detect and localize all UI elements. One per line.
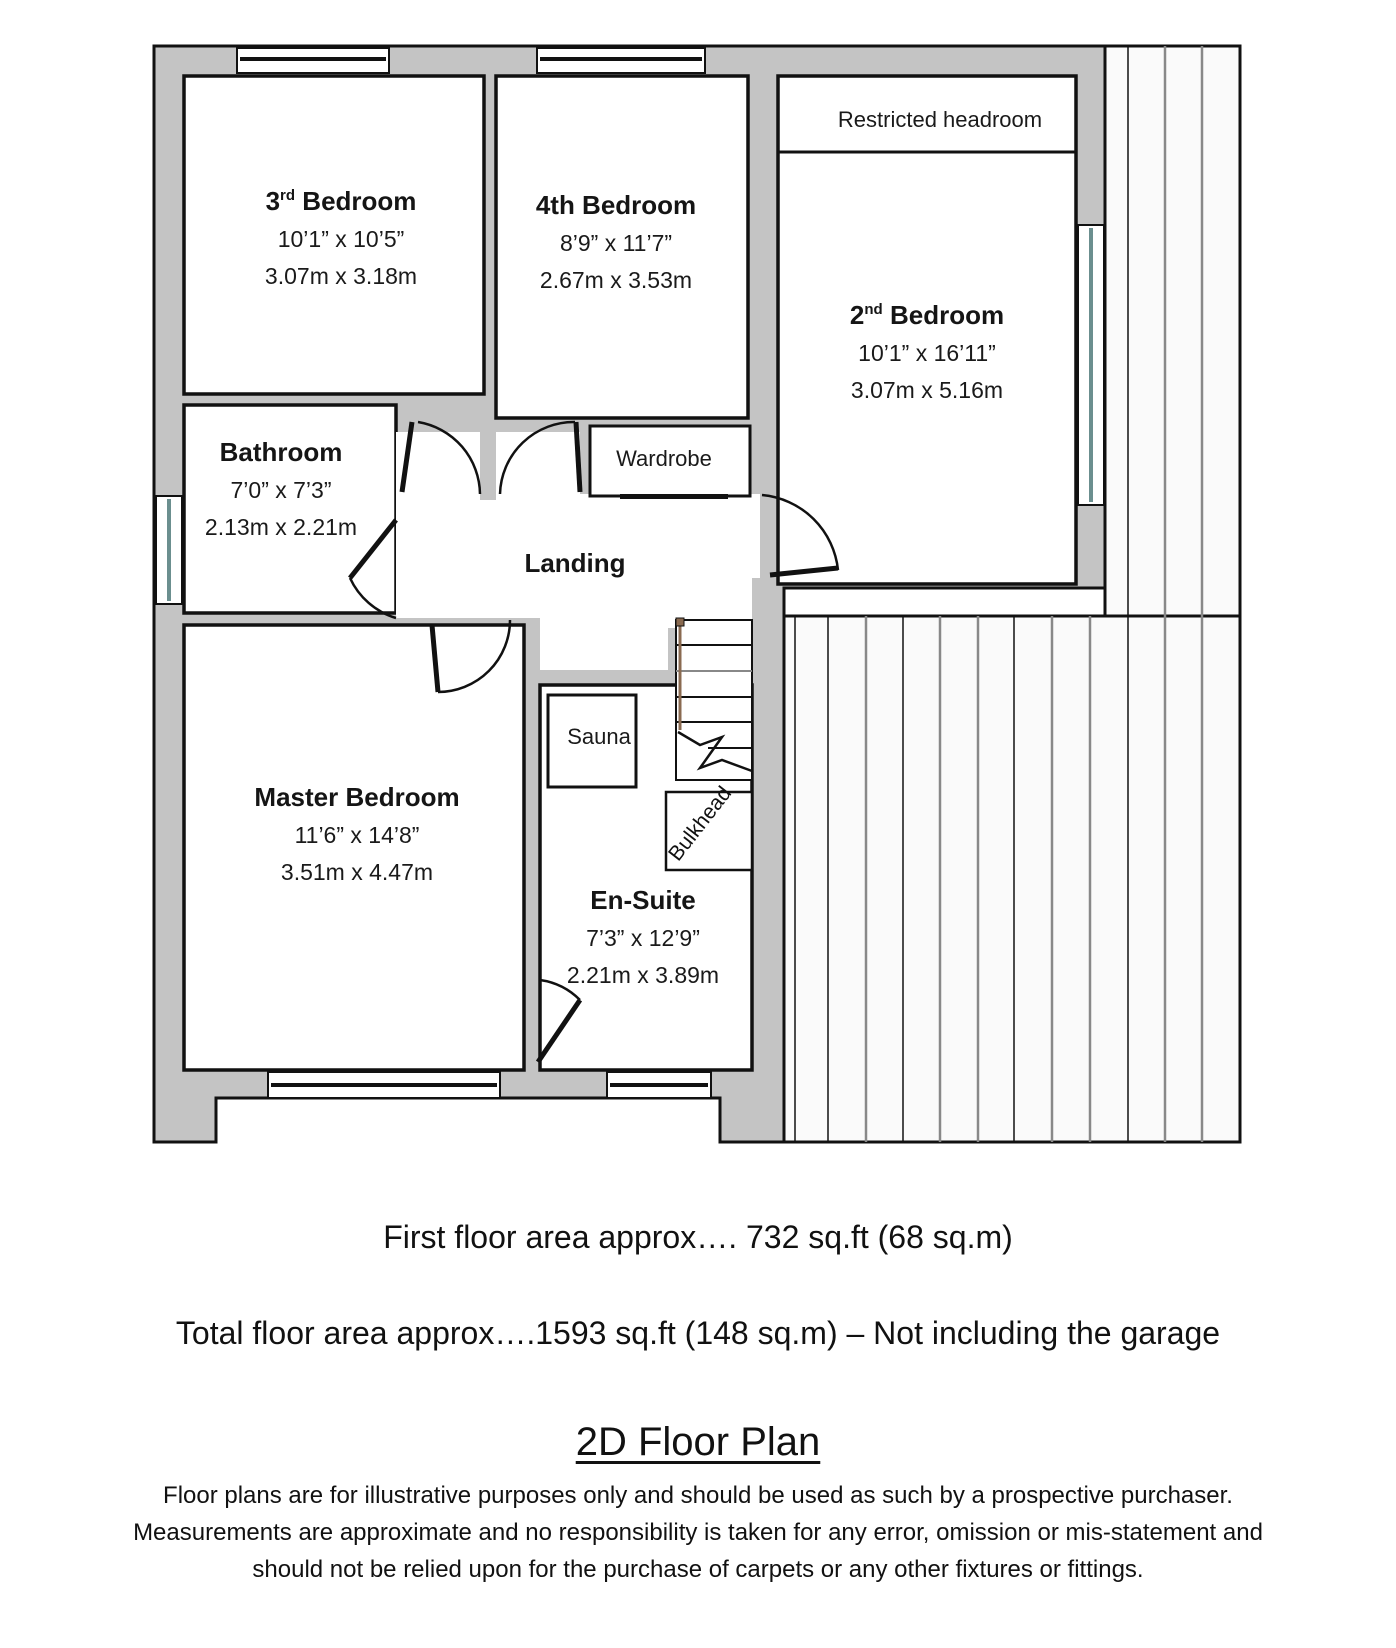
disclaimer xyxy=(0,1477,1396,1588)
total-floor-area: Total floor area approx….1593 sq.ft (148 sq.m) – Not including the garage xyxy=(175,1315,1221,1351)
room-name: Bathroom xyxy=(219,437,343,467)
restricted-headroom-label: Restricted headroom xyxy=(837,107,1043,132)
room-label-master xyxy=(254,784,459,884)
ordinal: 2 xyxy=(849,300,865,330)
room-label-bedroom2 xyxy=(850,302,1004,402)
room-dim-metric: 3.07m x 5.16m xyxy=(850,377,1004,403)
room-dim-metric: 3.07m x 3.18m xyxy=(264,263,418,289)
room-dim-imperial: 7’3” x 12’9” xyxy=(586,925,700,951)
room-dim-metric: 2.67m x 3.53m xyxy=(539,267,693,293)
room-dim-imperial: 10’1” x 10’5” xyxy=(277,226,405,252)
room-name: Landing xyxy=(524,548,626,578)
room-name: Bedroom xyxy=(889,300,1005,330)
room-label-bedroom4 xyxy=(536,192,696,292)
room-label-landing xyxy=(524,550,625,576)
room-dim-imperial: 11’6” x 14’8” xyxy=(294,822,420,848)
disclaimer-line: Floor plans are for illustrative purposes only and should be used as such by a prospective purchaser. xyxy=(163,1482,1233,1509)
page-title xyxy=(0,1420,1396,1465)
ordinal-suffix: rd xyxy=(280,187,296,204)
disclaimer-line: Measurements are approximate and no responsibility is taken for any error, omission or mis-statement and xyxy=(133,1519,1263,1546)
room-dim-metric: 2.13m x 2.21m xyxy=(204,514,358,540)
staircase xyxy=(676,620,752,780)
room-label-ensuite xyxy=(567,887,719,987)
first-floor-area: First floor area approx…. 732 sq.ft (68 sq.m) xyxy=(383,1219,1013,1255)
title-text: 2D Floor Plan xyxy=(575,1420,821,1464)
ordinal: 3 xyxy=(265,186,281,216)
ordinal-suffix: nd xyxy=(864,301,883,318)
room-dim-imperial: 7’0” x 7’3” xyxy=(230,477,332,503)
room-label-bathroom xyxy=(205,439,357,539)
disclaimer-line: should not be relied upon for the purchase of carpets or any other fixtures or fittings. xyxy=(252,1556,1144,1583)
room-name: 4th Bedroom xyxy=(535,190,697,220)
room-name: En-Suite xyxy=(590,885,696,915)
room-name: Master Bedroom xyxy=(254,782,460,812)
wardrobe-label: Wardrobe xyxy=(616,446,712,471)
room-dim-metric: 3.51m x 4.47m xyxy=(280,859,434,885)
sauna-label: Sauna xyxy=(567,724,631,749)
room-dim-imperial: 10’1” x 16’11” xyxy=(858,340,996,366)
room-name: Bedroom xyxy=(302,186,417,216)
room-dim-imperial: 8’9” x 11’7” xyxy=(559,230,673,256)
room-label-bedroom3 xyxy=(265,188,417,288)
room-dim-metric: 2.21m x 3.89m xyxy=(566,962,720,988)
bulkhead-label: Bulkhead xyxy=(664,782,737,866)
